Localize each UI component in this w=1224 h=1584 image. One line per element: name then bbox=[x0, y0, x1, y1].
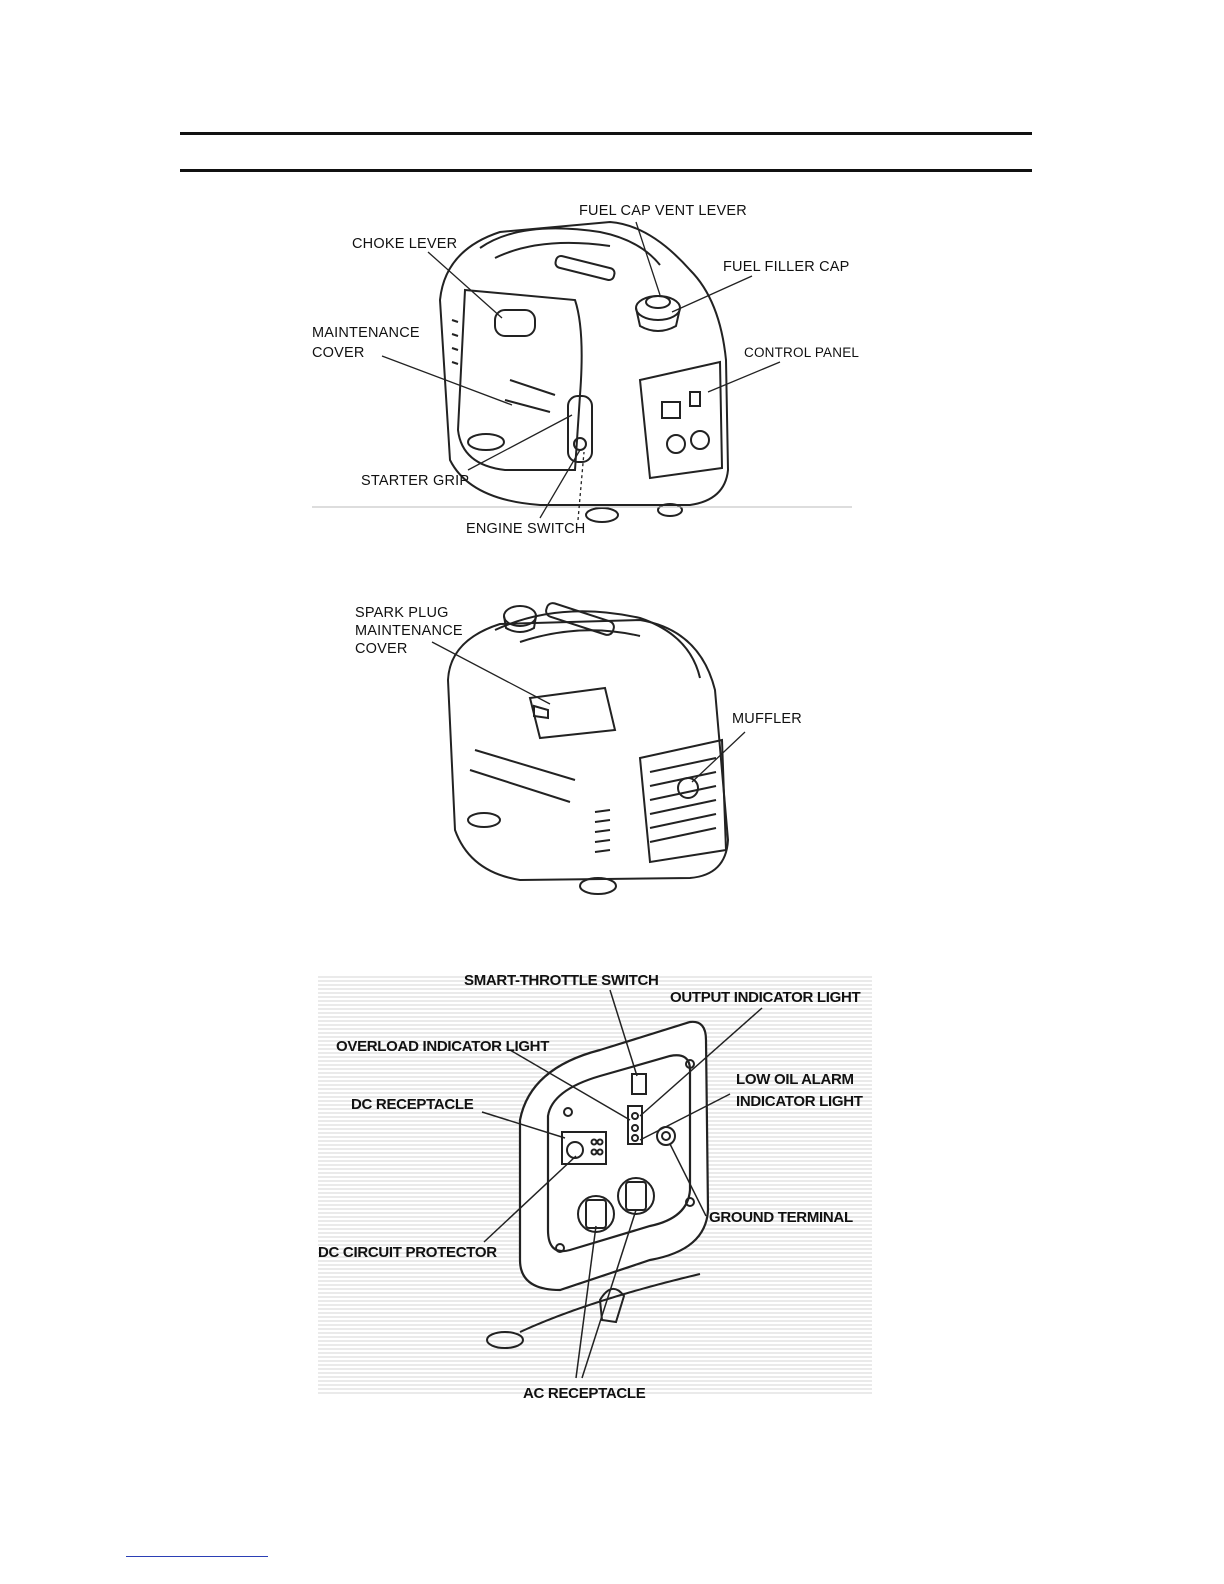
label-control-panel: CONTROL PANEL bbox=[744, 345, 860, 360]
label-choke-lever: CHOKE LEVER bbox=[352, 236, 458, 252]
label-maintenance-cover-line2: COVER bbox=[312, 345, 365, 361]
label-starter-grip: STARTER GRIP bbox=[361, 473, 470, 489]
figure-generator-front bbox=[0, 0, 1224, 560]
label-engine-switch: ENGINE SWITCH bbox=[466, 521, 586, 537]
figure-generator-rear bbox=[0, 560, 1224, 920]
label-spark-plug-line2: MAINTENANCE bbox=[355, 623, 463, 639]
label-low-oil-alarm-line1: LOW OIL ALARM bbox=[736, 1071, 854, 1088]
label-ac-receptacle: AC RECEPTACLE bbox=[523, 1385, 646, 1402]
label-output-indicator-light: OUTPUT INDICATOR LIGHT bbox=[670, 989, 861, 1006]
generator-front-drawing bbox=[0, 0, 1224, 560]
label-spark-plug-line1: SPARK PLUG bbox=[355, 605, 449, 621]
label-overload-indicator-light: OVERLOAD INDICATOR LIGHT bbox=[336, 1038, 550, 1055]
label-smart-throttle-switch: SMART-THROTTLE SWITCH bbox=[464, 972, 659, 989]
label-muffler: MUFFLER bbox=[732, 711, 802, 727]
label-fuel-filler-cap: FUEL FILLER CAP bbox=[723, 259, 850, 275]
label-low-oil-alarm-line2: INDICATOR LIGHT bbox=[736, 1093, 863, 1110]
label-fuel-cap-vent-lever: FUEL CAP VENT LEVER bbox=[579, 203, 747, 219]
label-ground-terminal: GROUND TERMINAL bbox=[709, 1209, 853, 1226]
label-dc-receptacle: DC RECEPTACLE bbox=[351, 1096, 474, 1113]
generator-rear-drawing bbox=[0, 560, 1224, 920]
figure-control-panel-detail bbox=[0, 960, 1224, 1420]
label-dc-circuit-protector: DC CIRCUIT PROTECTOR bbox=[318, 1244, 497, 1261]
footer-link-underline bbox=[126, 1556, 268, 1557]
control-panel-drawing bbox=[0, 960, 1224, 1420]
label-spark-plug-line3: COVER bbox=[355, 641, 408, 657]
label-maintenance-cover-line1: MAINTENANCE bbox=[312, 325, 420, 341]
